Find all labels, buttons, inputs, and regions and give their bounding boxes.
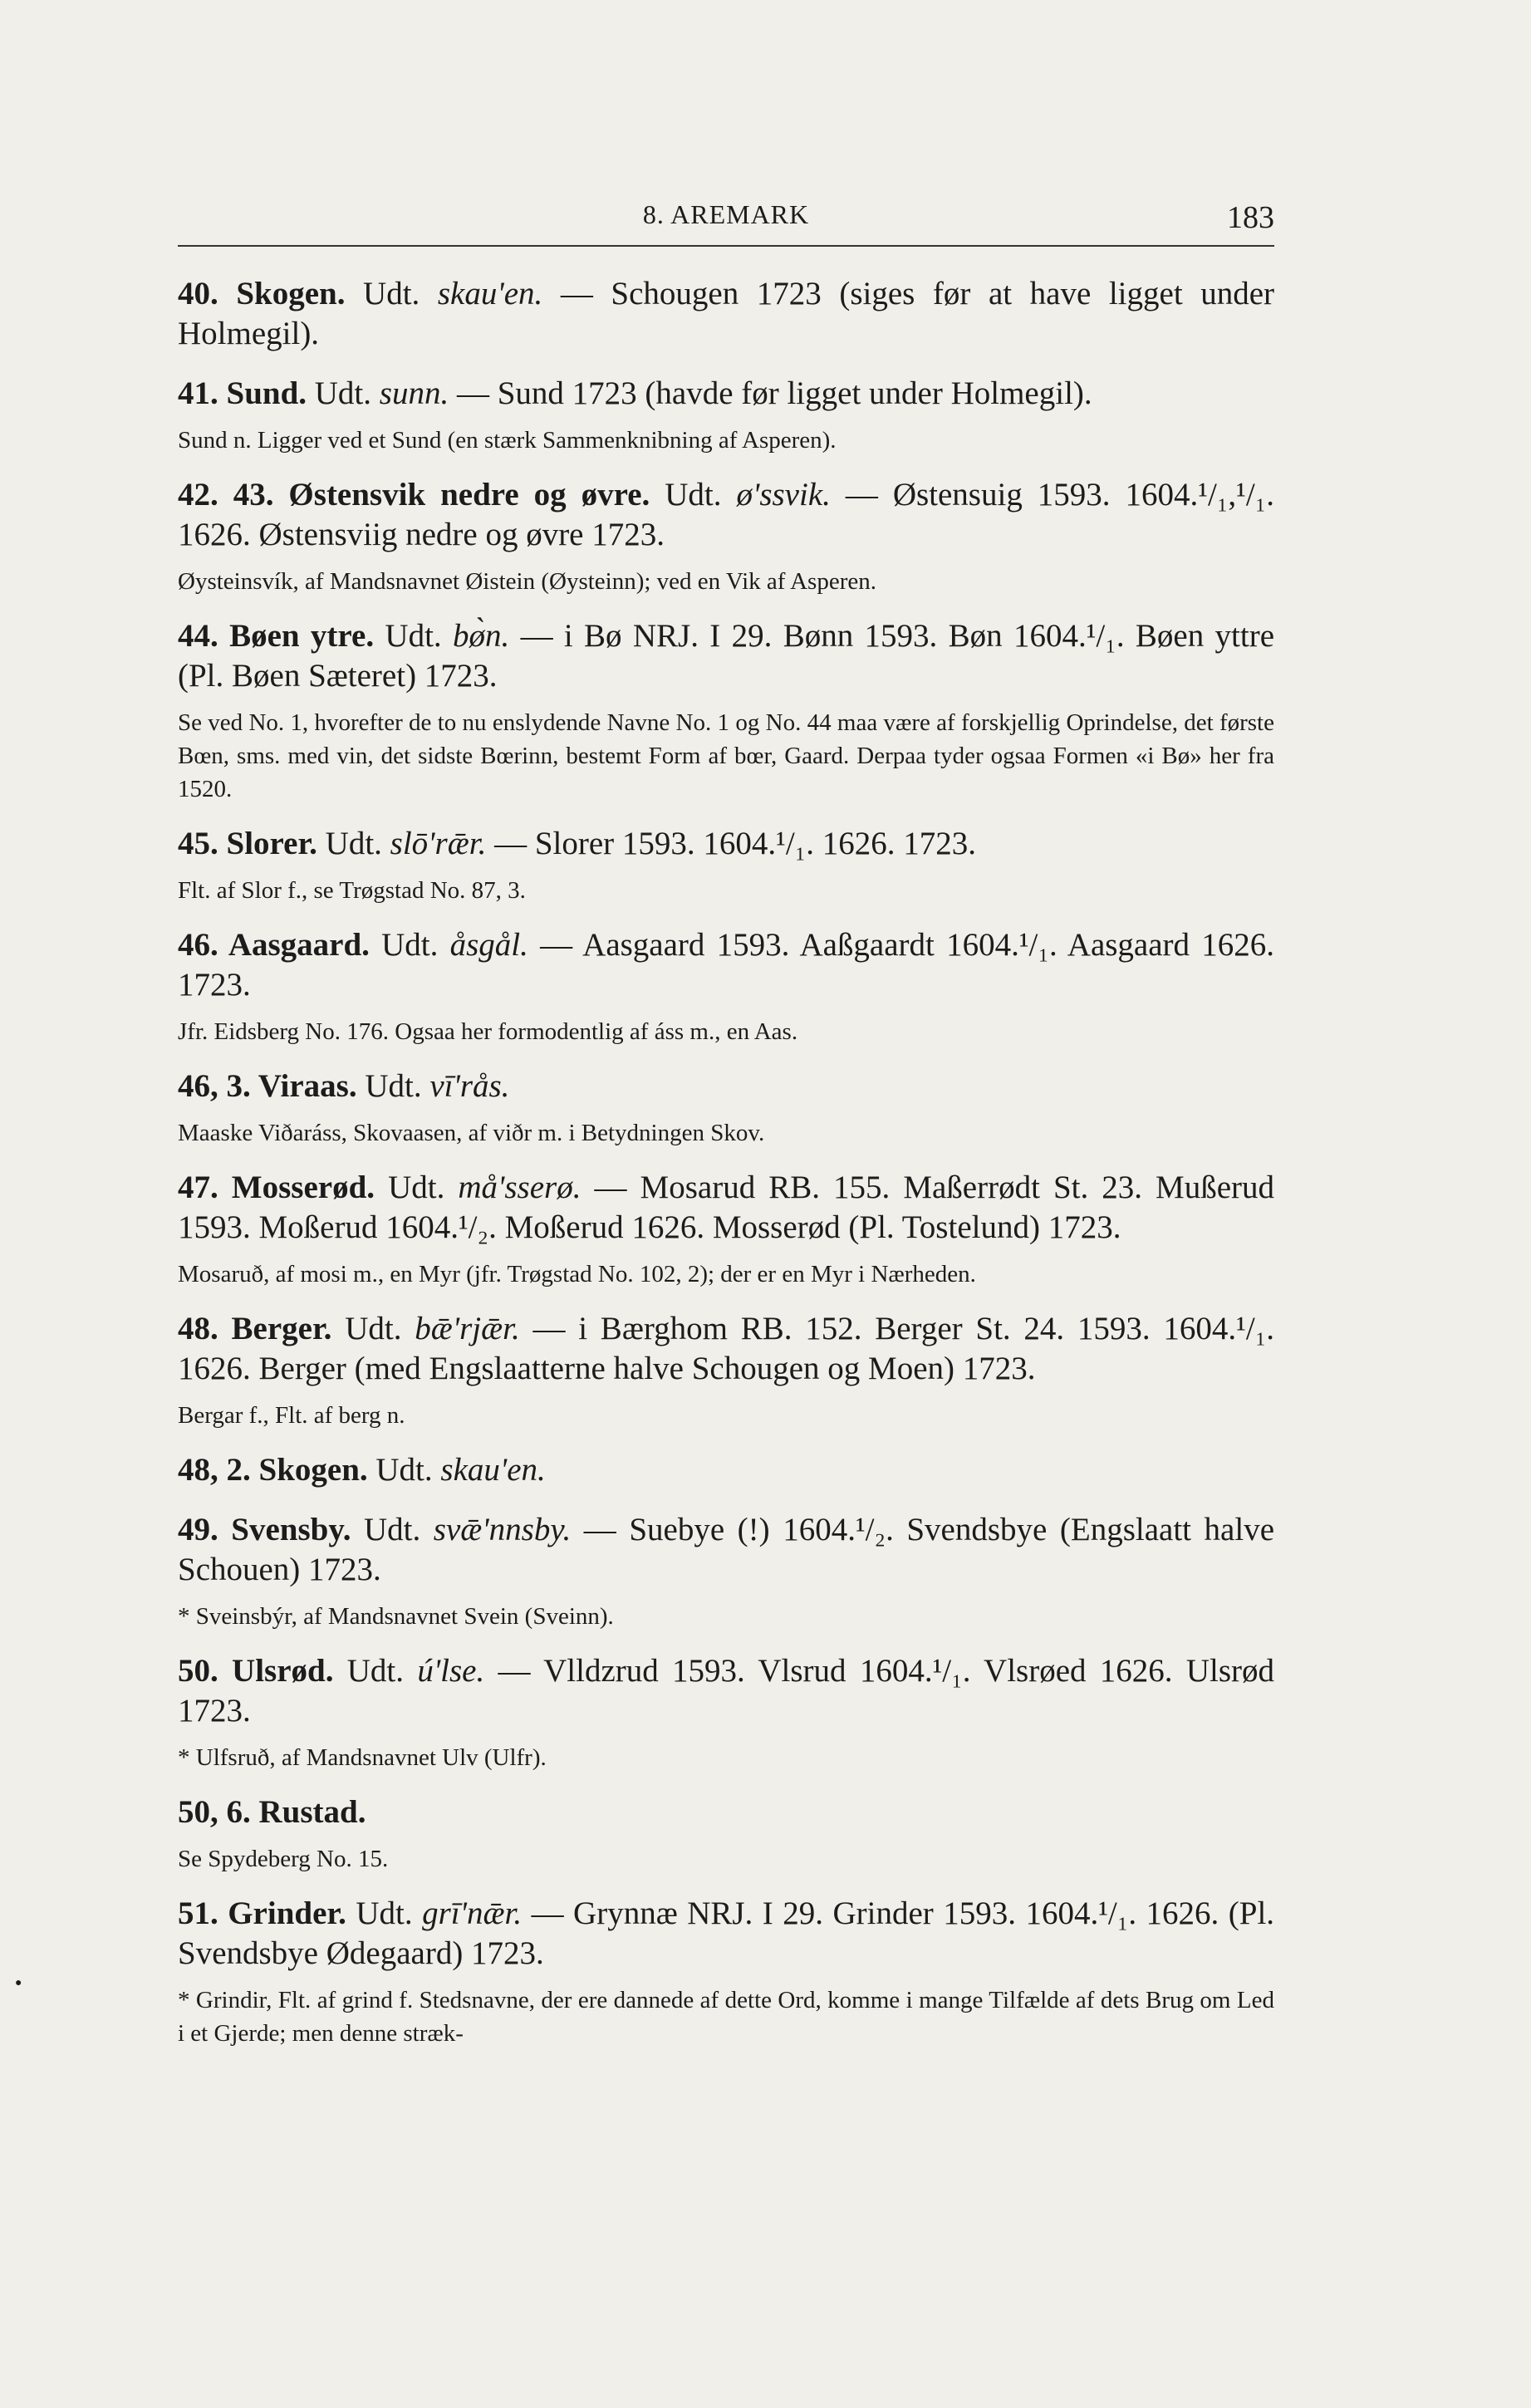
entry-paragraph — [178, 925, 1274, 1005]
entry-paragraph — [178, 475, 1274, 555]
entry-heading: 46, 3. Viraas. — [178, 1068, 357, 1104]
entry-paragraph — [178, 1067, 1274, 1106]
entry-note: Se ved No. 1, hvorefter de to nu enslydende Navne No. 1 og No. 44 maa være af forskjellig Oprindelse, det første Bœn, sms. med vin, det sidste Bœrinn, bestemt Form af bœr, Gaard. Derpaa tyder ogsaa Formen «i Bø» her fra 1520. — [178, 709, 1274, 802]
entry-paragraph — [178, 274, 1274, 354]
margin-mark: ● — [15, 1977, 22, 1989]
entry-note: Bergar f., Flt. af berg n. — [178, 1402, 405, 1429]
page-header — [178, 199, 1274, 239]
entry-paragraph — [178, 1510, 1274, 1590]
entry-note: Jfr. Eidsberg No. 176. Ogsaa her formodentlig af áss m., en Aas. — [178, 1018, 798, 1045]
pronunciation-label: Udt. — [356, 1896, 413, 1931]
pronunciation-label: Udt. — [388, 1170, 445, 1205]
entry-text: — Suebye (!) 1604.¹/₂. Svendsbye (Engslaatt halve Schouen) 1723. — [178, 1512, 1275, 1587]
entry-heading: 41. Sund. — [178, 375, 307, 411]
pronunciation-label: Udt. — [381, 927, 439, 963]
entry-note: Sund n. Ligger ved et Sund (en stærk Sammenknibning af Asperen). — [178, 427, 837, 454]
pronunciation-label: Udt. — [375, 1452, 433, 1488]
entries-list — [178, 274, 1274, 2068]
entry-text: — i Bærghom RB. 152. Berger St. 24. 1593. 1604.¹/₁. 1626. Berger (med Engslaatterne halve Schougen og Moen) 1723. — [178, 1311, 1275, 1386]
entry-text: — Schougen 1723 (siges før at have ligget under Holmegil). — [178, 276, 1275, 351]
entry-note: * Ulfsruð, af Mandsnavnet Ulv (Ulfr). — [178, 1744, 547, 1771]
pronunciation: slō'rǣr. — [390, 826, 487, 861]
entry-paragraph — [178, 374, 1274, 414]
pronunciation: vī'rås. — [429, 1068, 510, 1104]
entry-heading: 47. Mosserød. — [178, 1170, 375, 1205]
entry-note: Mosaruð, af mosi m., en Myr (jfr. Trøgstad No. 102, 2); der er en Myr i Nærheden. — [178, 1261, 976, 1287]
entry-text: — Vlldzrud 1593. Vlsrud 1604.¹/₁. Vlsrøed 1626. Ulsrød 1723. — [178, 1653, 1275, 1729]
entry-paragraph — [178, 824, 1274, 864]
pronunciation-label: Udt. — [345, 1311, 402, 1346]
entry-note: Flt. af Slor f., se Trøgstad No. 87, 3. — [178, 877, 526, 904]
pronunciation-label: Udt. — [385, 618, 442, 654]
entry-paragraph — [178, 1793, 1274, 1832]
entry-note: * Sveinsbýr, af Mandsnavnet Svein (Sveinn). — [178, 1603, 614, 1630]
entry-text: — Grynnæ NRJ. I 29. Grinder 1593. 1604.¹/₁. 1626. (Pl. Svendsbye Ødegaard) 1723. — [178, 1896, 1275, 1971]
entry-note: Øysteinsvík, af Mandsnavnet Øistein (Øysteinn); ved en Vik af Asperen. — [178, 568, 876, 595]
entry-text: — Slorer 1593. 1604.¹/₁. 1626. 1723. — [494, 826, 977, 861]
entry-heading: 51. Grinder. — [178, 1896, 346, 1931]
entry-heading: 50. Ulsrød. — [178, 1653, 334, 1689]
pronunciation-label: Udt. — [346, 1653, 405, 1689]
entry-text: — Sund 1723 (havde før ligget under Holmegil). — [456, 375, 1092, 411]
entry-note: * Grindir, Flt. af grind f. Stedsnavne, der ere dannede af dette Ord, komme i mange Tilfælde af dets Brug om Led i et Gjerde; men denne stræk- — [178, 1987, 1274, 2047]
entry-heading: 49. Svensby. — [178, 1512, 351, 1547]
pronunciation-label: Udt. — [363, 276, 420, 311]
entry-text: — Aasgaard 1593. Aaßgaardt 1604.¹/₁. Aasgaard 1626. 1723. — [178, 927, 1275, 1003]
entry-text: — i Bø NRJ. I 29. Bønn 1593. Bøn 1604.¹/₁. Bøen yttre (Pl. Bøen Sæteret) 1723. — [178, 618, 1275, 694]
pronunciation: sunn. — [379, 375, 449, 411]
pronunciation: bǣ'rjǣr. — [415, 1311, 520, 1346]
pronunciation: ú'lse. — [417, 1653, 485, 1689]
pronunciation: åsgål. — [449, 927, 528, 963]
chapter-title: 8. AREMARK — [642, 199, 810, 229]
pronunciation: skau'en. — [440, 1452, 546, 1488]
entry-note: Maaske Viðaráss, Skovaasen, af viðr m. i Betydningen Skov. — [178, 1120, 765, 1146]
entry-paragraph — [178, 1651, 1274, 1731]
entry-paragraph — [178, 616, 1274, 696]
entry-paragraph — [178, 1309, 1274, 1389]
pronunciation-label: Udt. — [665, 477, 722, 512]
pronunciation-label: Udt. — [314, 375, 372, 411]
entry-heading: 40. Skogen. — [178, 276, 346, 311]
pronunciation: bø̀n. — [452, 618, 510, 654]
pronunciation-label: Udt. — [365, 1068, 422, 1104]
entry-heading: 45. Slorer. — [178, 826, 317, 861]
pronunciation: svǣ'nnsby. — [433, 1512, 572, 1547]
pronunciation: skau'en. — [437, 276, 543, 311]
pronunciation: må'sserø. — [458, 1170, 581, 1205]
page-number: 183 — [1227, 200, 1274, 235]
entry-heading: 48. Berger. — [178, 1311, 332, 1346]
entry-text: — Østensuig 1593. 1604.¹/₁,¹/₁. 1626. Østensviig nedre og øvre 1723. — [178, 477, 1275, 552]
entry-heading: 44. Bøen ytre. — [178, 618, 375, 654]
entry-note: Se Spydeberg No. 15. — [178, 1846, 389, 1872]
pronunciation-label: Udt. — [364, 1512, 421, 1547]
entry-text: — Mosarud RB. 155. Maßerrødt St. 23. Mußerud 1593. Moßerud 1604.¹/₂. Moßerud 1626. Mosserød (Pl. Tostelund) 1723. — [178, 1170, 1275, 1245]
entry-heading: 46. Aasgaard. — [178, 927, 370, 963]
entry-heading: 50, 6. Rustad. — [178, 1794, 366, 1830]
entry-heading: 48, 2. Skogen. — [178, 1452, 368, 1488]
entry-paragraph — [178, 1168, 1274, 1248]
pronunciation-label: Udt. — [325, 826, 382, 861]
entry-heading: 42. 43. Østensvik nedre og øvre. — [178, 477, 650, 512]
entry-paragraph — [178, 1450, 1274, 1490]
entry-paragraph — [178, 1894, 1274, 1974]
pronunciation: ø'ssvik. — [736, 477, 831, 512]
pronunciation: grī'nǣr. — [422, 1896, 523, 1931]
header-rule — [178, 245, 1274, 247]
